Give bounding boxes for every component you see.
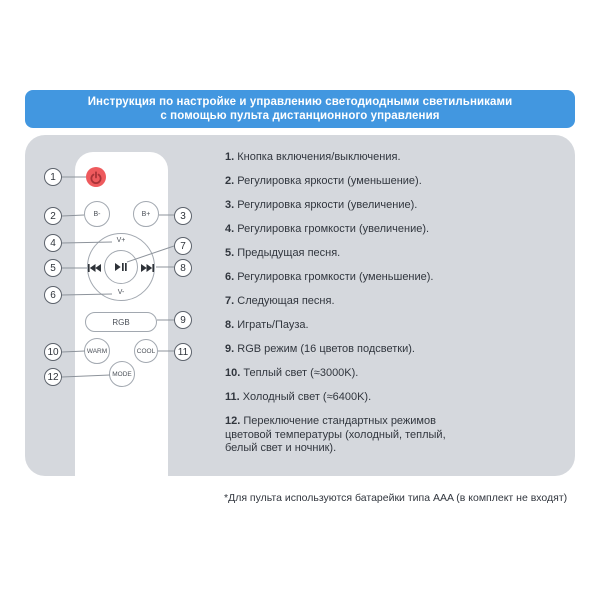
power-button <box>86 167 106 187</box>
callout-9-number: 9 <box>180 314 186 326</box>
callout-8 <box>174 259 192 277</box>
item-4-text: Регулировка громкости (увеличение). <box>237 223 430 235</box>
item-3-text: Регулировка яркости (увеличение). <box>237 199 418 211</box>
item-8-text: Играть/Пауза. <box>237 319 309 331</box>
item-6-text: Регулировка громкости (уменьшение). <box>237 271 434 283</box>
instruction-item-4 <box>225 223 475 237</box>
item-7-number: 7. <box>225 295 235 307</box>
instruction-list <box>225 151 475 466</box>
callout-12 <box>44 368 62 386</box>
callout-4 <box>44 234 62 252</box>
mode-button <box>109 361 135 387</box>
item-2-text: Регулировка яркости (уменьшение). <box>237 175 422 187</box>
callout-7-number: 7 <box>180 240 186 252</box>
item-4-number: 4. <box>225 223 235 235</box>
item-12-number: 12. <box>225 415 241 427</box>
item-1-number: 1. <box>225 151 235 163</box>
rgb-button <box>85 312 157 332</box>
callout-12-number: 12 <box>47 371 59 383</box>
callout-9 <box>174 311 192 329</box>
header-title-line1: Инструкция по настройке и управлению светодиодными светильниками <box>87 95 513 108</box>
callout-3-number: 3 <box>180 210 186 222</box>
brightness-up-button <box>133 201 159 227</box>
callout-10 <box>44 343 62 361</box>
callout-1-number: 1 <box>50 171 56 183</box>
callout-5-number: 5 <box>50 262 56 274</box>
callout-11-number: 11 <box>177 346 189 358</box>
instruction-item-6 <box>225 271 475 285</box>
warm-button <box>84 338 110 364</box>
instruction-item-12 <box>225 415 475 456</box>
item-11-text: Холодный свет (≈6400K). <box>242 391 372 403</box>
callout-7 <box>174 237 192 255</box>
instruction-item-3 <box>225 199 475 213</box>
callout-4-number: 4 <box>50 237 56 249</box>
item-8-number: 8. <box>225 319 235 331</box>
volume-down-label: V- <box>117 289 125 296</box>
instruction-item-1 <box>225 151 475 165</box>
callout-11 <box>174 343 192 361</box>
item-10-number: 10. <box>225 367 241 379</box>
instruction-item-11 <box>225 391 475 405</box>
volume-up-label: V+ <box>116 237 126 244</box>
brightness-down-label: B- <box>93 210 101 218</box>
callout-6-number: 6 <box>50 289 56 301</box>
item-12-text: Переключение стандартных режимов цветовой температуры (холодный, теплый, белый свет и ночник). <box>225 415 446 454</box>
callout-2 <box>44 207 62 225</box>
instruction-item-9 <box>225 343 475 357</box>
item-11-number: 11. <box>225 391 240 403</box>
brightness-down-button <box>84 201 110 227</box>
item-5-text: Предыдущая песня. <box>237 247 341 259</box>
remote-illustration <box>75 152 168 498</box>
callout-2-number: 2 <box>50 210 56 222</box>
item-9-text: RGB режим (16 цветов подсветки). <box>237 343 415 355</box>
power-icon <box>90 171 102 184</box>
header-banner <box>25 90 575 128</box>
rgb-label: RGB <box>112 317 130 327</box>
brightness-up-label: B+ <box>141 210 151 218</box>
instruction-item-10 <box>225 367 475 381</box>
item-10-text: Теплый свет (≈3000K). <box>243 367 359 379</box>
item-2-number: 2. <box>225 175 235 187</box>
callout-3 <box>174 207 192 225</box>
item-1-text: Кнопка включения/выключения. <box>237 151 401 163</box>
item-6-number: 6. <box>225 271 235 283</box>
cool-button <box>134 339 158 363</box>
battery-footnote: *Для пульта используются батарейки типа AAA (в комплект не входят) <box>224 492 568 504</box>
instruction-item-5 <box>225 247 475 261</box>
instruction-item-7 <box>225 295 475 309</box>
callout-1 <box>44 168 62 186</box>
next-track-icon <box>141 264 154 272</box>
previous-track-icon <box>88 264 101 272</box>
callout-10-number: 10 <box>47 346 59 358</box>
header-title-line2: с помощью пульта дистанционного управления <box>160 110 440 122</box>
item-9-number: 9. <box>225 343 235 355</box>
instruction-item-8 <box>225 319 475 333</box>
item-3-number: 3. <box>225 199 235 211</box>
callout-6 <box>44 286 62 304</box>
item-5-number: 5. <box>225 247 235 259</box>
play-pause-button <box>104 250 138 284</box>
play-pause-icon <box>115 263 127 271</box>
warm-label: WARM <box>86 347 108 355</box>
callout-8-number: 8 <box>180 262 186 274</box>
mode-label: MODE <box>112 370 132 378</box>
callout-5 <box>44 259 62 277</box>
item-7-text: Следующая песня. <box>237 295 335 307</box>
instruction-item-2 <box>225 175 475 189</box>
cool-label: COOL <box>136 347 156 355</box>
